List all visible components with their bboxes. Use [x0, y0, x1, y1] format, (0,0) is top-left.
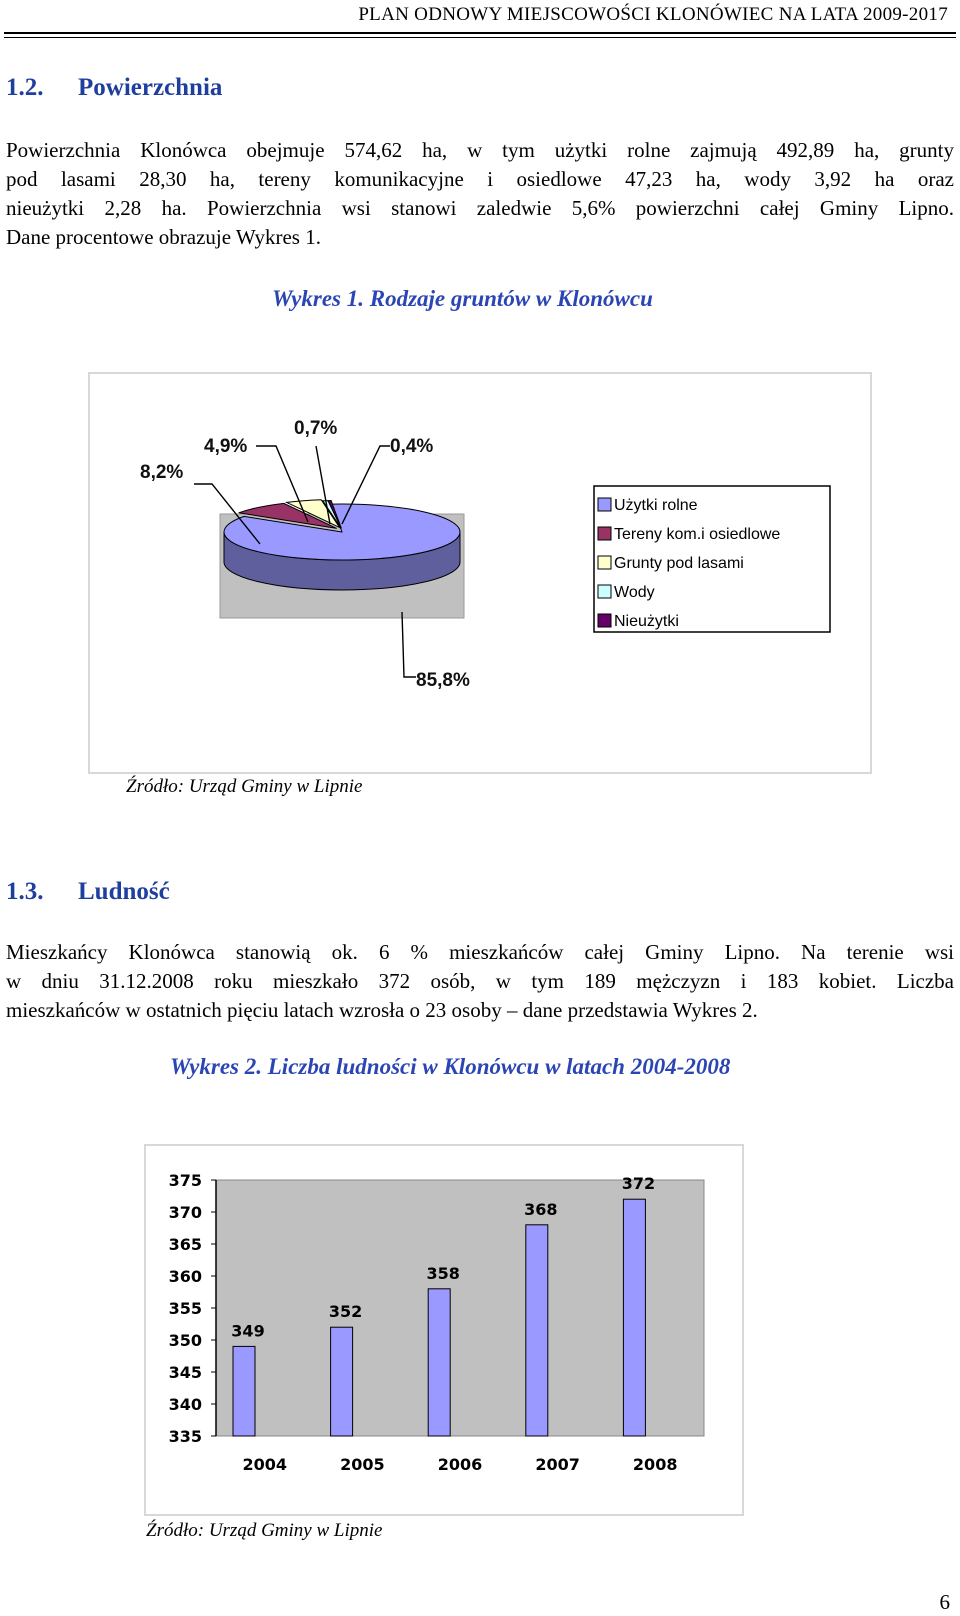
paragraph-line: mieszkańców w ostatnich pięciu latach wzrosła o 23 osoby – dane przedstawia Wykres 2.: [6, 998, 758, 1022]
surface-paragraph: [6, 136, 954, 252]
y-tick-label: 365: [168, 1235, 202, 1254]
paragraph-line: w dniu 31.12.2008 roku mieszkało 372 osób, w tym 189 mężczyzn i 183 kobiet. Liczba: [6, 969, 954, 993]
page-number: 6: [939, 1590, 950, 1614]
section-number: 1.2.: [6, 74, 44, 101]
paragraph-line: nieużytki 2,28 ha. Powierzchnia wsi stanowi zaledwie 5,6% powierzchni całej Gminy Lipno.: [6, 196, 954, 220]
bar: [526, 1225, 548, 1436]
x-tick-label: 2006: [437, 1455, 483, 1474]
section-title: Powierzchnia: [78, 74, 223, 101]
pie-chart: [90, 374, 870, 772]
bar: [233, 1346, 255, 1436]
y-tick-label: 360: [168, 1267, 202, 1286]
population-paragraph: [6, 938, 954, 1025]
document-title: PLAN ODNOWY MIEJSCOWOŚCI KLONÓWIEC NA LATA 2009-2017: [358, 4, 948, 25]
y-tick-label: 340: [168, 1395, 202, 1414]
pie-data-label: 4,9%: [204, 436, 248, 457]
pie-leader-line: [402, 612, 416, 677]
legend-swatch: [598, 498, 611, 511]
paragraph-line: Powierzchnia Klonówca obejmuje 574,62 ha, w tym użytki rolne zajmują 492,89 ha, grunty: [6, 138, 954, 162]
legend-swatch: [598, 556, 611, 569]
pie-data-label: 0,7%: [294, 418, 338, 439]
x-tick-label: 2005: [340, 1455, 385, 1474]
legend-label: Tereny kom.i osiedlowe: [614, 526, 781, 543]
chart-caption-2: Wykres 2. Liczba ludności w Klonówcu w latach 2004-2008: [170, 1054, 731, 1079]
legend-swatch: [598, 527, 611, 540]
legend-label: Grunty pod lasami: [614, 555, 744, 572]
legend-swatch: [598, 585, 611, 598]
chart-caption-1: Wykres 1. Rodzaje gruntów w Klonówcu: [272, 286, 653, 311]
bar: [623, 1199, 645, 1436]
bar-chart: [146, 1146, 742, 1514]
y-tick-label: 375: [168, 1171, 202, 1190]
legend-label: Nieużytki: [614, 613, 679, 630]
x-tick-label: 2007: [535, 1455, 580, 1474]
x-tick-label: 2004: [242, 1455, 288, 1474]
bar-data-label: 358: [426, 1263, 460, 1283]
header-rule-thin: [4, 37, 956, 38]
section-title: Ludność: [78, 878, 170, 905]
source-note-1: Źródło: Urząd Gminy w Lipnie: [126, 776, 363, 797]
pie-chart-frame: [88, 372, 872, 774]
bar-data-label: 352: [328, 1302, 363, 1322]
legend-swatch: [598, 614, 611, 627]
paragraph-line: pod lasami 28,30 ha, tereny komunikacyjne i osiedlowe 47,23 ha, wody 3,92 ha oraz: [6, 167, 954, 191]
section-heading-population: [6, 878, 170, 906]
section-heading-surface: [6, 74, 222, 102]
y-tick-label: 370: [168, 1203, 202, 1222]
bar-data-label: 349: [231, 1321, 265, 1341]
page-header: [0, 0, 960, 44]
bar: [428, 1289, 450, 1436]
paragraph-line: Dane procentowe obrazuje Wykres 1.: [6, 225, 321, 249]
section-number: 1.3.: [6, 878, 44, 905]
bar: [331, 1327, 353, 1436]
y-tick-label: 345: [168, 1363, 202, 1382]
bar-data-label: 372: [621, 1174, 656, 1194]
y-tick-label: 355: [168, 1299, 202, 1318]
bar-chart-frame: [144, 1144, 744, 1516]
pie-legend: [594, 486, 830, 632]
y-tick-label: 350: [168, 1331, 202, 1350]
legend-label: Użytki rolne: [614, 497, 698, 514]
y-tick-label: 335: [168, 1427, 202, 1446]
header-rule-thick: [4, 32, 956, 34]
legend-label: Wody: [614, 584, 655, 601]
pie-data-label: 85,8%: [416, 670, 470, 691]
x-tick-label: 2008: [632, 1455, 678, 1474]
pie-data-label: 8,2%: [140, 462, 184, 483]
source-note-2: Źródło: Urząd Gminy w Lipnie: [146, 1520, 383, 1541]
paragraph-line: Mieszkańcy Klonówca stanowią ok. 6 % mieszkańców całej Gminy Lipno. Na terenie wsi: [6, 940, 954, 964]
pie-data-label: 0,4%: [390, 436, 434, 457]
bar-data-label: 368: [524, 1199, 558, 1219]
